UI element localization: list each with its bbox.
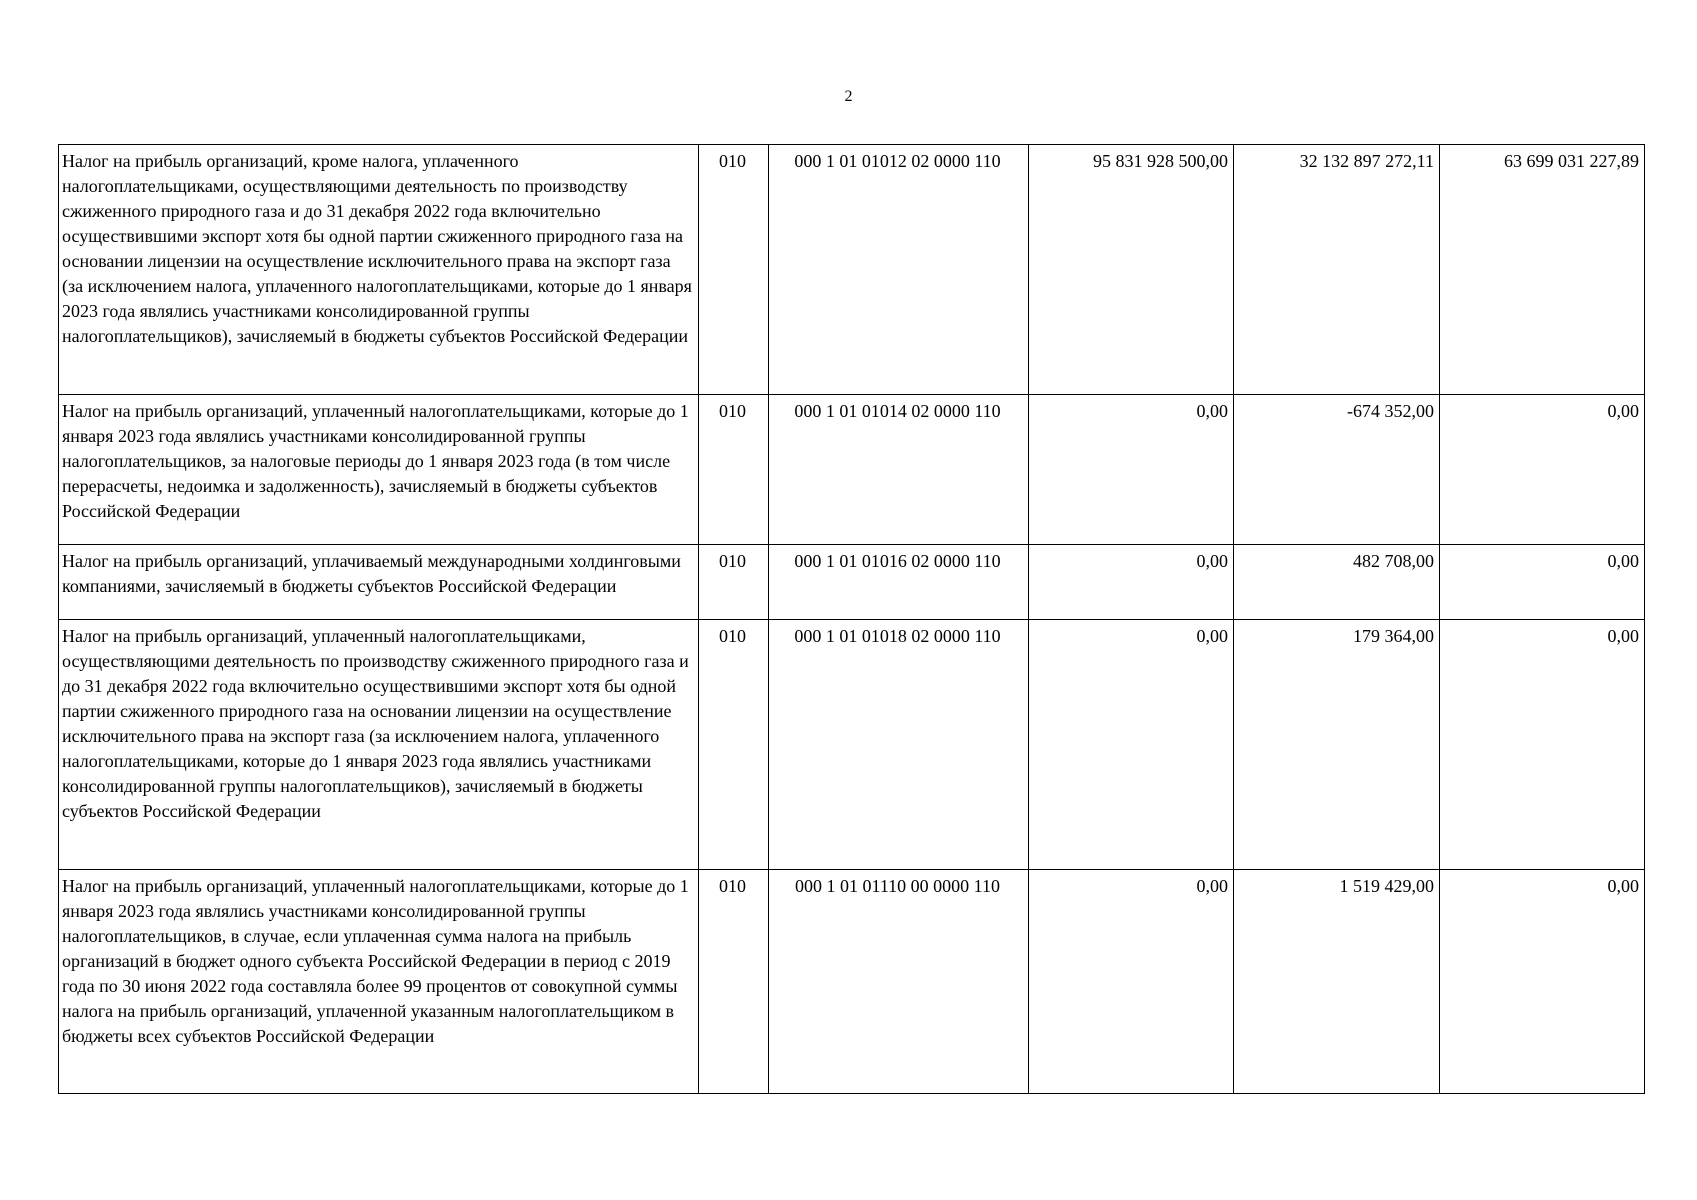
executed-amount-cell: 482 708,00 bbox=[1234, 545, 1440, 620]
income-report-table bbox=[58, 144, 1645, 1094]
approved-amount-cell: 0,00 bbox=[1029, 620, 1234, 870]
income-name-cell: Налог на прибыль организаций, кроме налога, уплаченного налогоплательщиками, осуществляющими деятельность по производству сжиженного природного газа и до 31 декабря 2022 года включительно осуществившими экспорт хотя бы одной партии сжиженного природного газа на основании лицензии на осуществление исключительного права на экспорт газа (за исключением налога, уплаченного налогоплательщиками, которые до 1 января 2023 года являлись участниками консолидированной группы налогоплательщиков), зачисляемый в бюджеты субъектов Российской Федерации bbox=[59, 145, 699, 395]
budget-code-cell: 000 1 01 01012 02 0000 110 bbox=[769, 145, 1029, 395]
income-name-cell: Налог на прибыль организаций, уплаченный налогоплательщиками, осуществляющими деятельность по производству сжиженного природного газа и до 31 декабря 2022 года включительно осуществившими экспорт хотя бы одной партии сжиженного природного газа на основании лицензии на осуществление исключительного права на экспорт газа (за исключением налога, уплаченного налогоплательщиками, которые до 1 января 2023 года являлись участниками консолидированной группы налогоплательщиков), зачисляемый в бюджеты субъектов Российской Федерации bbox=[59, 620, 699, 870]
line-code-cell: 010 bbox=[699, 620, 769, 870]
table-row bbox=[59, 145, 1645, 395]
approved-amount-cell: 95 831 928 500,00 bbox=[1029, 145, 1234, 395]
page-number: 2 bbox=[844, 88, 853, 105]
line-code-cell: 010 bbox=[699, 395, 769, 545]
approved-amount-cell: 0,00 bbox=[1029, 395, 1234, 545]
executed-amount-cell: 1 519 429,00 bbox=[1234, 870, 1440, 1094]
approved-amount-cell: 0,00 bbox=[1029, 870, 1234, 1094]
income-name-cell: Налог на прибыль организаций, уплаченный налогоплательщиками, которые до 1 января 2023 года являлись участниками консолидированной группы налогоплательщиков, за налоговые периоды до 1 января 2023 года (в том числе перерасчеты, недоимка и задолженность), зачисляемый в бюджеты субъектов Российской Федерации bbox=[59, 395, 699, 545]
budget-code-cell: 000 1 01 01016 02 0000 110 bbox=[769, 545, 1029, 620]
line-code-cell: 010 bbox=[699, 870, 769, 1094]
table-row bbox=[59, 870, 1645, 1094]
unexecuted-amount-cell: 0,00 bbox=[1440, 545, 1645, 620]
executed-amount-cell: 179 364,00 bbox=[1234, 620, 1440, 870]
budget-code-cell: 000 1 01 01018 02 0000 110 bbox=[769, 620, 1029, 870]
unexecuted-amount-cell: 0,00 bbox=[1440, 870, 1645, 1094]
unexecuted-amount-cell: 0,00 bbox=[1440, 395, 1645, 545]
executed-amount-cell: -674 352,00 bbox=[1234, 395, 1440, 545]
income-name-cell: Налог на прибыль организаций, уплаченный налогоплательщиками, которые до 1 января 2023 года являлись участниками консолидированной группы налогоплательщиков, в случае, если уплаченная сумма налога на прибыль организаций в бюджет одного субъекта Российской Федерации в период с 2019 года по 30 июня 2022 года составляла более 99 процентов от совокупной суммы налога на прибыль организаций, уплаченной указанным налогоплательщиком в бюджеты всех субъектов Российской Федерации bbox=[59, 870, 699, 1094]
table-row bbox=[59, 395, 1645, 545]
line-code-cell: 010 bbox=[699, 145, 769, 395]
unexecuted-amount-cell: 0,00 bbox=[1440, 620, 1645, 870]
income-name-cell: Налог на прибыль организаций, уплачиваемый международными холдинговыми компаниями, зачисляемый в бюджеты субъектов Российской Федерации bbox=[59, 545, 699, 620]
line-code-cell: 010 bbox=[699, 545, 769, 620]
unexecuted-amount-cell: 63 699 031 227,89 bbox=[1440, 145, 1645, 395]
executed-amount-cell: 32 132 897 272,11 bbox=[1234, 145, 1440, 395]
table-row bbox=[59, 545, 1645, 620]
budget-code-cell: 000 1 01 01110 00 0000 110 bbox=[769, 870, 1029, 1094]
budget-code-cell: 000 1 01 01014 02 0000 110 bbox=[769, 395, 1029, 545]
table-row bbox=[59, 620, 1645, 870]
approved-amount-cell: 0,00 bbox=[1029, 545, 1234, 620]
